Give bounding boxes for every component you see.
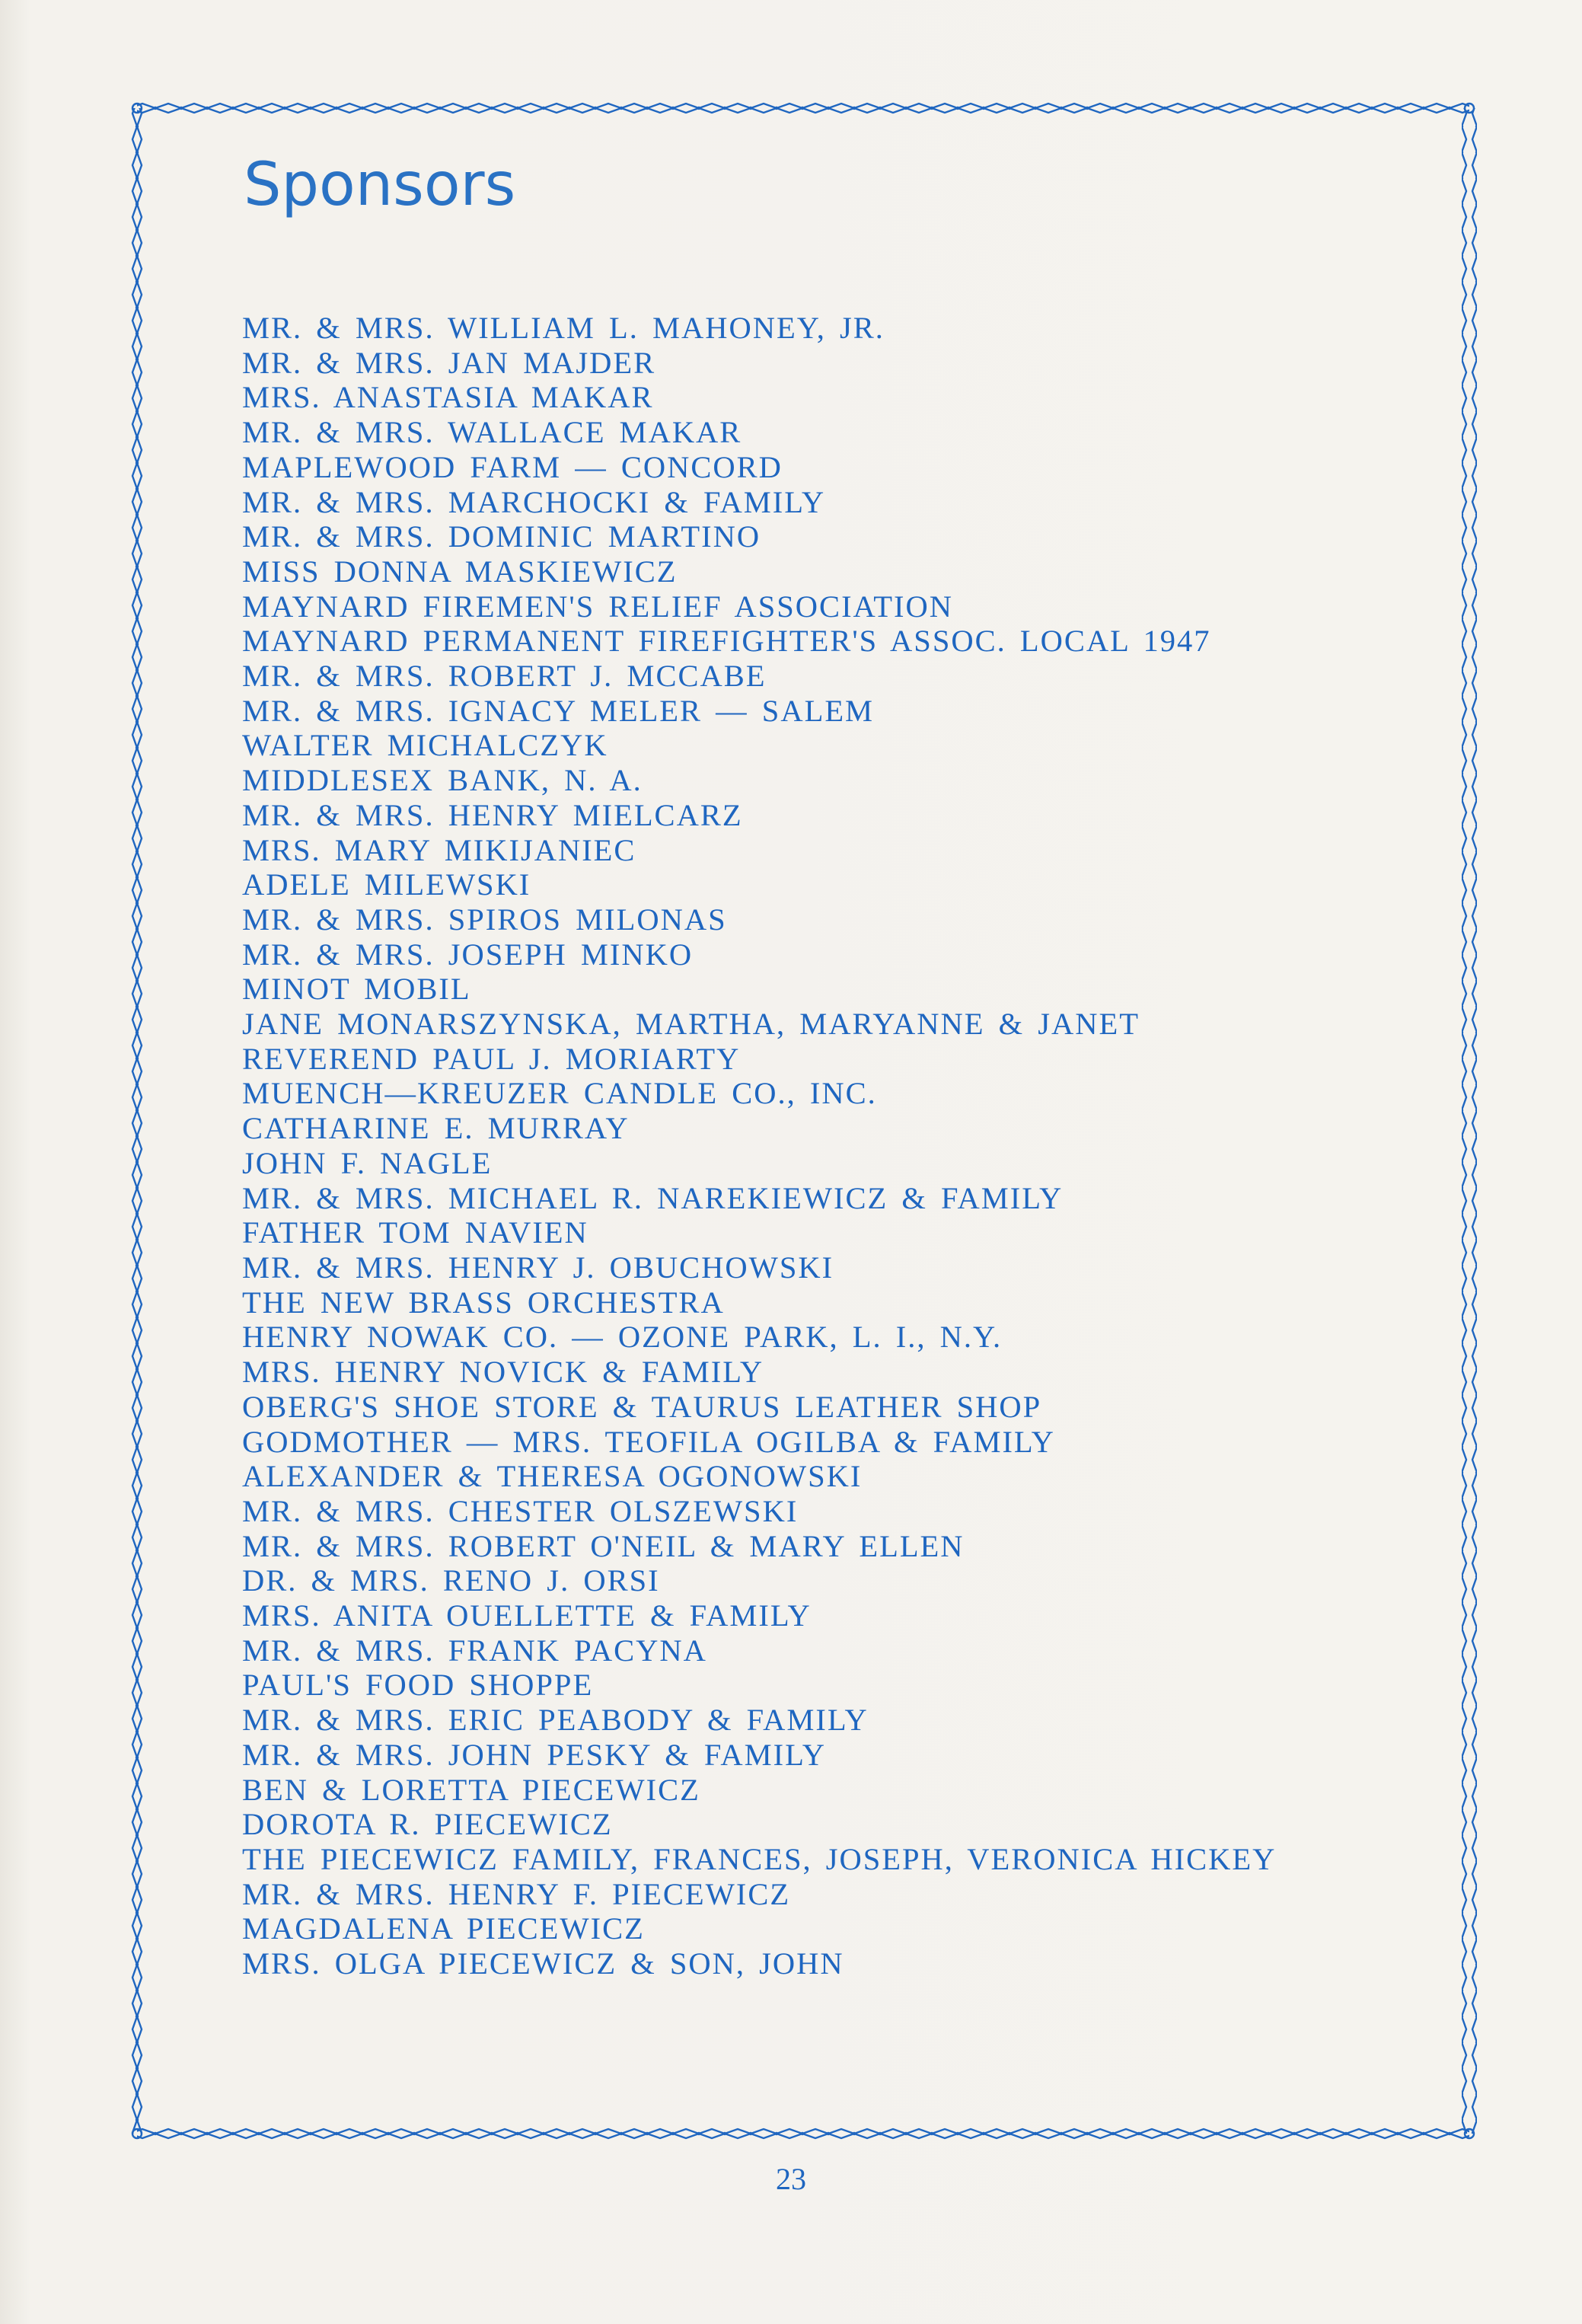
sponsor-entry: MR. & MRS. SPIROS MILONAS — [242, 902, 727, 937]
sponsor-entry: MAPLEWOOD FARM — CONCORD — [242, 449, 783, 484]
sponsor-entry: THE PIECEWICZ FAMILY, FRANCES, JOSEPH, VERONICA HICKEY — [242, 1841, 1277, 1876]
sponsor-entry: MRS. HENRY NOVICK & FAMILY — [242, 1355, 764, 1390]
sponsor-entry: MR. & MRS. HENRY MIELCARZ — [242, 797, 743, 832]
sponsor-entry: MRS. MARY MIKIJANIEC — [242, 832, 636, 867]
sponsor-entry: MR. & MRS. WALLACE MAKAR — [242, 415, 742, 450]
sponsor-list — [242, 311, 1276, 1981]
sponsor-entry: MR. & MRS. WILLIAM L. MAHONEY, JR. — [242, 311, 885, 345]
sponsor-entry: CATHARINE E. MURRAY — [242, 1111, 630, 1146]
sponsor-entry: DOROTA R. PIECEWICZ — [242, 1807, 613, 1842]
sponsor-entry: MR. & MRS. HENRY F. PIECEWICZ — [242, 1876, 791, 1911]
sponsor-entry: MR. & MRS. MARCHOCKI & FAMILY — [242, 484, 826, 519]
page-title: Sponsors — [244, 151, 516, 219]
sponsor-entry: MR. & MRS. JOHN PESKY & FAMILY — [242, 1737, 827, 1772]
sponsor-entry: GODMOTHER — MRS. TEOFILA OGILBA & FAMILY — [242, 1424, 1055, 1459]
sponsor-entry: JANE MONARSZYNSKA, MARTHA, MARYANNE & JANET — [242, 1007, 1140, 1042]
sponsor-entry: MR. & MRS. MICHAEL R. NAREKIEWICZ & FAMILY — [242, 1180, 1064, 1215]
sponsor-entry: OBERG'S SHOE STORE & TAURUS LEATHER SHOP — [242, 1389, 1042, 1424]
sponsor-entry: ALEXANDER & THERESA OGONOWSKI — [242, 1459, 863, 1494]
sponsor-entry: REVEREND PAUL J. MORIARTY — [242, 1041, 741, 1076]
sponsor-entry: MAGDALENA PIECEWICZ — [242, 1911, 645, 1946]
sponsor-entry: MR. & MRS. JAN MAJDER — [242, 345, 656, 380]
sponsor-entry: MUENCH—KREUZER CANDLE CO., INC. — [242, 1076, 877, 1111]
sponsor-entry: MR. & MRS. ERIC PEABODY & FAMILY — [242, 1703, 869, 1738]
sponsor-entry: MR. & MRS. ROBERT J. MCCABE — [242, 659, 767, 694]
sponsor-entry: MR. & MRS. IGNACY MELER — SALEM — [242, 693, 875, 728]
sponsor-entry: HENRY NOWAK CO. — OZONE PARK, L. I., N.Y. — [242, 1320, 1003, 1355]
sponsor-entry: MR. & MRS. JOSEPH MINKO — [242, 937, 694, 972]
sponsor-entry: MR. & MRS. HENRY J. OBUCHOWSKI — [242, 1250, 834, 1285]
sponsor-entry: ADELE MILEWSKI — [242, 867, 531, 902]
sponsor-entry: MR. & MRS. ROBERT O'NEIL & MARY ELLEN — [242, 1528, 965, 1563]
sponsor-entry: BEN & LORETTA PIECEWICZ — [242, 1772, 700, 1807]
sponsor-entry: MRS. ANITA OUELLETTE & FAMILY — [242, 1598, 812, 1633]
sponsor-entry: MIDDLESEX BANK, N. A. — [242, 763, 643, 798]
sponsor-entry: MR. & MRS. FRANK PACYNA — [242, 1633, 707, 1668]
sponsor-entry: THE NEW BRASS ORCHESTRA — [242, 1285, 725, 1320]
sponsor-entry: MISS DONNA MASKIEWICZ — [242, 554, 678, 589]
sponsor-entry: DR. & MRS. RENO J. ORSI — [242, 1563, 660, 1598]
sponsor-entry: MRS. ANASTASIA MAKAR — [242, 380, 654, 415]
sponsor-entry: MRS. OLGA PIECEWICZ & SON, JOHN — [242, 1946, 844, 1981]
sponsor-entry: MAYNARD PERMANENT FIREFIGHTER'S ASSOC. LOCAL 1947 — [242, 624, 1211, 659]
sponsor-entry: MAYNARD FIREMEN'S RELIEF ASSOCIATION — [242, 589, 954, 624]
sponsor-entry: JOHN F. NAGLE — [242, 1145, 493, 1180]
sponsor-entry: MINOT MOBIL — [242, 972, 471, 1007]
sponsor-entry: FATHER TOM NAVIEN — [242, 1215, 588, 1250]
sponsor-entry: MR. & MRS. DOMINIC MARTINO — [242, 519, 761, 554]
sponsor-entry: WALTER MICHALCZYK — [242, 728, 608, 763]
page-number: 23 — [776, 2162, 806, 2196]
sponsor-entry: PAUL'S FOOD SHOPPE — [242, 1668, 594, 1703]
sponsor-entry: MR. & MRS. CHESTER OLSZEWSKI — [242, 1493, 799, 1528]
